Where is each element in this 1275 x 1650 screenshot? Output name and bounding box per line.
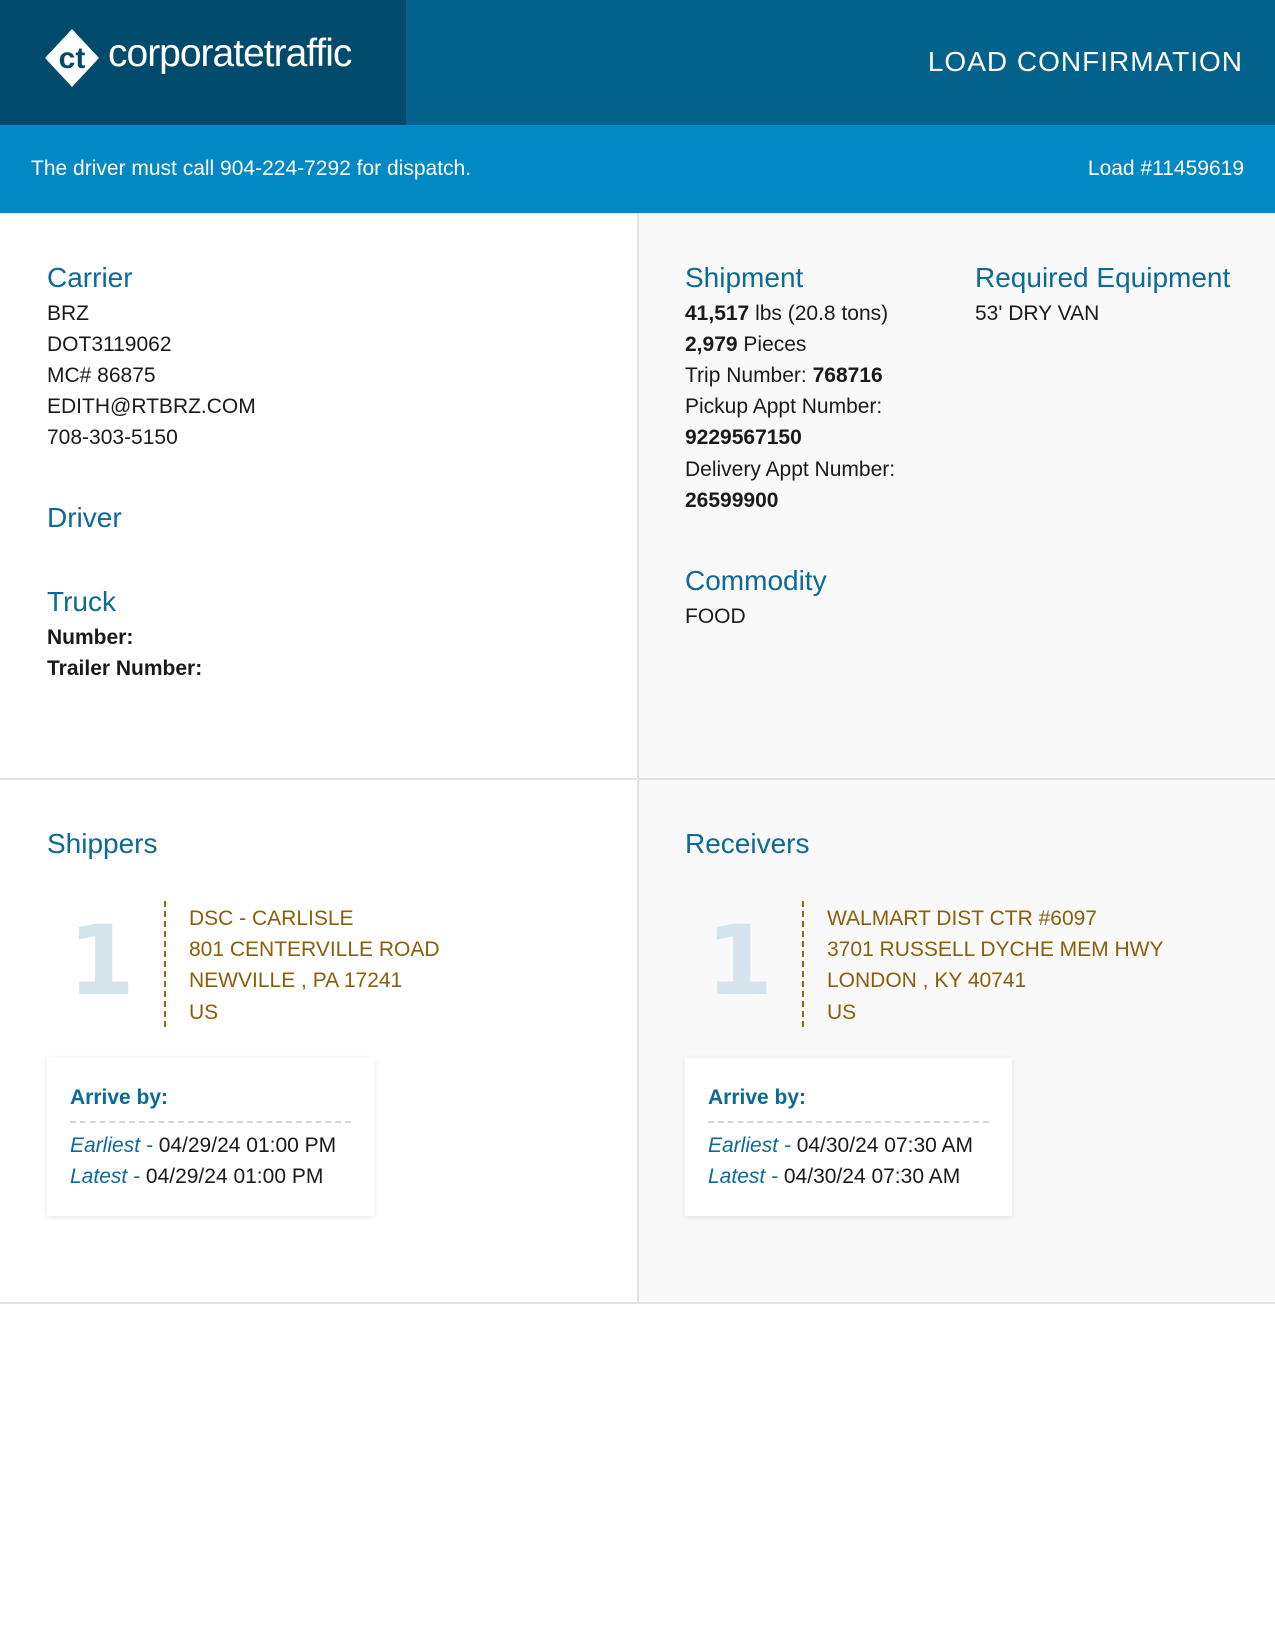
shipper-arrive-card [47, 1058, 374, 1216]
latest-label: Latest - [708, 1165, 784, 1188]
carrier-panel [0, 213, 638, 779]
driver-title: Driver [47, 502, 122, 533]
stop-number: 1 [706, 905, 773, 1017]
load-number: Load #11459619 [1087, 157, 1244, 180]
logo [0, 0, 406, 125]
stop-divider [802, 901, 804, 1027]
equipment-title: Required Equipment [975, 262, 1231, 293]
trailer-number-label: Trailer Number: [47, 657, 203, 680]
arrive-separator [70, 1121, 351, 1123]
carrier-dot: DOT3119062 [47, 333, 172, 356]
latest-value: 04/30/24 07:30 AM [783, 1165, 961, 1188]
weight-value: 41,517 [685, 302, 750, 325]
shipper-country: US [189, 1001, 219, 1024]
pickup-appt-value: 9229567150 [685, 426, 802, 449]
arrive-by-label: Arrive by: [70, 1086, 169, 1109]
row-divider [0, 778, 1275, 780]
dispatch-note: The driver must call 904-224-7292 for dispatch. [31, 157, 472, 180]
pickup-appt-label: Pickup Appt Number: [685, 395, 883, 418]
equipment-value: 53' DRY VAN [975, 302, 1100, 325]
shippers-title: Shippers [47, 828, 158, 859]
receivers-title: Receivers [685, 828, 810, 859]
shipper-name: DSC - CARLISLE [189, 907, 354, 930]
commodity-title: Commodity [685, 565, 827, 596]
stop-divider [164, 901, 166, 1027]
earliest-row [70, 1135, 336, 1156]
document-title: LOAD CONFIRMATION [927, 46, 1243, 77]
receiver-street: 3701 RUSSELL DYCHE MEM HWY [827, 938, 1164, 961]
carrier-phone: 708-303-5150 [47, 426, 178, 449]
trip-number [685, 365, 883, 386]
earliest-row [708, 1135, 973, 1156]
latest-value: 04/29/24 01:00 PM [145, 1165, 324, 1188]
latest-row [708, 1166, 960, 1187]
shipment-pieces [685, 334, 806, 355]
shipper-city: NEWVILLE , PA 17241 [189, 969, 403, 992]
truck-title: Truck [47, 586, 116, 617]
logo-wordmark: corporatetraffic [108, 32, 352, 75]
receiver-arrive-card [685, 1058, 1012, 1216]
arrive-by-label: Arrive by: [708, 1086, 807, 1109]
trip-value: 768716 [812, 364, 883, 387]
weight-unit: lbs (20.8 tons) [749, 302, 889, 325]
pieces-unit: Pieces [737, 333, 807, 356]
delivery-appt-value: 26599900 [685, 489, 779, 512]
receiver-city: LONDON , KY 40741 [827, 969, 1027, 992]
dispatch-banner [0, 125, 1275, 213]
pieces-value: 2,979 [685, 333, 738, 356]
carrier-name: BRZ [47, 302, 89, 325]
shipper-street: 801 CENTERVILLE ROAD [189, 938, 440, 961]
ct-logo-icon [42, 27, 102, 89]
trip-label: Trip Number: [685, 364, 813, 387]
earliest-value: 04/29/24 01:00 PM [158, 1134, 337, 1157]
earliest-value: 04/30/24 07:30 AM [796, 1134, 973, 1157]
shipment-weight [685, 303, 888, 324]
carrier-email: EDITH@RTBRZ.COM [47, 395, 256, 418]
carrier-mc: MC# 86875 [47, 364, 156, 387]
page-header [0, 0, 1275, 125]
bottom-divider [0, 1302, 1275, 1304]
stop-number: 1 [68, 905, 135, 1017]
shipment-title: Shipment [685, 262, 804, 293]
carrier-title: Carrier [47, 262, 133, 293]
receiver-name: WALMART DIST CTR #6097 [827, 907, 1097, 930]
commodity-value: FOOD [685, 605, 746, 628]
earliest-label: Earliest - [708, 1134, 797, 1157]
column-divider [637, 213, 639, 1303]
earliest-label: Earliest - [70, 1134, 159, 1157]
latest-row [70, 1166, 323, 1187]
arrive-separator [708, 1121, 989, 1123]
latest-label: Latest - [70, 1165, 146, 1188]
delivery-appt-label: Delivery Appt Number: [685, 458, 896, 481]
truck-number-label: Number: [47, 626, 134, 649]
receiver-country: US [827, 1001, 857, 1024]
svg-text:ct: ct [58, 42, 86, 75]
